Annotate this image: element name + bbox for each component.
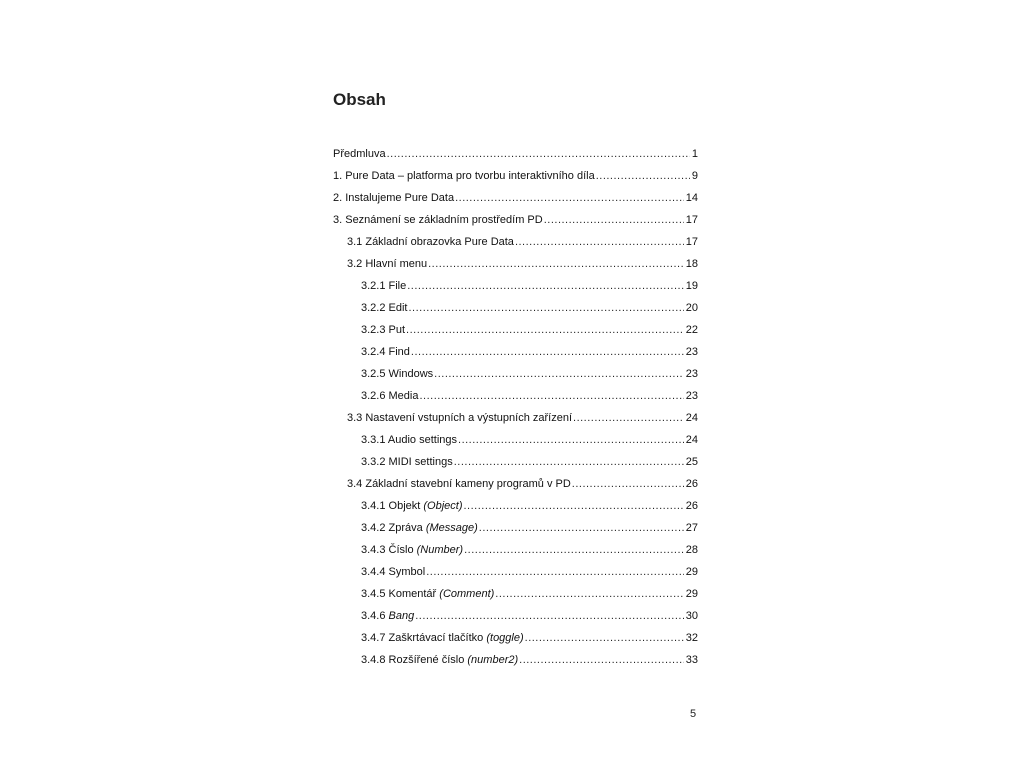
toc-entry-title-text: 3.2.6 Media bbox=[361, 390, 419, 402]
dot-leader bbox=[572, 473, 684, 495]
toc-entry-page: 1 bbox=[691, 148, 698, 160]
toc-entry-title bbox=[347, 473, 572, 495]
toc-entry-page: 24 bbox=[685, 434, 698, 446]
dot-leader bbox=[428, 253, 684, 275]
toc-entry-title-text: 3.3.2 MIDI settings bbox=[361, 456, 453, 468]
toc-entry-page: 22 bbox=[685, 324, 698, 336]
toc-entry-title bbox=[361, 539, 464, 561]
toc-entry-title-italic: (Comment) bbox=[439, 588, 495, 600]
dot-leader bbox=[464, 539, 684, 561]
toc-entry-page: 26 bbox=[685, 478, 698, 490]
dot-leader bbox=[415, 605, 684, 627]
toc-entry-page: 27 bbox=[685, 522, 698, 534]
dot-leader bbox=[596, 165, 690, 187]
dot-leader bbox=[495, 583, 683, 605]
toc-entry-title bbox=[347, 231, 515, 253]
toc-entry[interactable] bbox=[333, 517, 698, 539]
toc-entry-page: 30 bbox=[685, 610, 698, 622]
toc-entry-page: 9 bbox=[691, 170, 698, 182]
toc-entry-page: 14 bbox=[685, 192, 698, 204]
toc-entry-title bbox=[361, 451, 454, 473]
toc-entry-title-text: 3.4 Základní stavební kameny programů v PD bbox=[347, 478, 571, 490]
toc-entry-title bbox=[361, 275, 407, 297]
toc-entry-page: 17 bbox=[685, 236, 698, 248]
toc-entry-title-text: 3.4.5 Komentář bbox=[361, 588, 440, 600]
toc-entry[interactable] bbox=[333, 583, 698, 605]
toc-entry[interactable] bbox=[333, 495, 698, 517]
dot-leader bbox=[519, 649, 684, 671]
toc-entry-title-italic: (Message) bbox=[425, 522, 478, 534]
toc-entry-title-text: 3.4.1 Objekt bbox=[361, 500, 424, 512]
dot-leader bbox=[479, 517, 684, 539]
toc-entry-page: 29 bbox=[685, 588, 698, 600]
toc-entry-title bbox=[361, 429, 458, 451]
toc-entry-title bbox=[361, 385, 419, 407]
toc-entry[interactable] bbox=[333, 561, 698, 583]
toc-entry[interactable] bbox=[333, 539, 698, 561]
toc-entry-title bbox=[361, 341, 411, 363]
toc-entry[interactable] bbox=[333, 253, 698, 275]
dot-leader bbox=[406, 319, 684, 341]
toc-entry-title-text: 3.4.4 Symbol bbox=[361, 566, 426, 578]
toc-entry-title-text: 3.2.5 Windows bbox=[361, 368, 434, 380]
toc-entry-title-text: 3.2.2 Edit bbox=[361, 302, 408, 314]
dot-leader bbox=[419, 385, 683, 407]
toc-entry-title bbox=[333, 165, 596, 187]
toc-entry-title-text: 3.2 Hlavní menu bbox=[347, 258, 428, 270]
toc-entry-title bbox=[347, 407, 573, 429]
toc-entry-page: 28 bbox=[685, 544, 698, 556]
toc-entry[interactable] bbox=[333, 341, 698, 363]
toc-entry-page: 23 bbox=[685, 368, 698, 380]
toc-entry-title-italic: Bang bbox=[388, 610, 415, 622]
toc-entry[interactable] bbox=[333, 649, 698, 671]
toc-entry-page: 25 bbox=[685, 456, 698, 468]
toc-entry-title-text: 3.1 Základní obrazovka Pure Data bbox=[347, 236, 514, 248]
toc-entry-title-text: 2. Instalujeme Pure Data bbox=[333, 192, 455, 204]
toc-entry-page: 23 bbox=[685, 346, 698, 358]
toc-entry-title-italic: (number2) bbox=[467, 654, 519, 666]
toc-entry-page: 23 bbox=[685, 390, 698, 402]
toc-entry-title bbox=[361, 649, 519, 671]
toc-entry-title-text: 3.4.8 Rozšířené číslo bbox=[361, 654, 468, 666]
toc-entry-title-italic: (Object) bbox=[423, 500, 463, 512]
toc-entry-title bbox=[361, 583, 495, 605]
toc-entry-title bbox=[333, 209, 544, 231]
toc-entry[interactable] bbox=[333, 429, 698, 451]
dot-leader bbox=[515, 231, 684, 253]
toc-entry-title-text: 3.2.4 Find bbox=[361, 346, 410, 358]
dot-leader bbox=[454, 451, 684, 473]
toc-entry[interactable] bbox=[333, 363, 698, 385]
dot-leader bbox=[464, 495, 684, 517]
table-of-contents bbox=[333, 143, 698, 671]
toc-entry[interactable] bbox=[333, 451, 698, 473]
page-title: Obsah bbox=[333, 90, 386, 109]
dot-leader bbox=[458, 429, 684, 451]
toc-entry-title bbox=[361, 517, 479, 539]
page-number: 5 bbox=[690, 708, 697, 720]
toc-entry-title bbox=[361, 297, 408, 319]
dot-leader bbox=[434, 363, 684, 385]
toc-entry-title-text: 3.3.1 Audio settings bbox=[361, 434, 458, 446]
toc-entry[interactable] bbox=[333, 407, 698, 429]
toc-entry-title bbox=[361, 627, 525, 649]
toc-entry[interactable] bbox=[333, 187, 698, 209]
toc-entry-title bbox=[361, 495, 464, 517]
dot-leader bbox=[525, 627, 684, 649]
toc-entry[interactable] bbox=[333, 275, 698, 297]
toc-entry[interactable] bbox=[333, 165, 698, 187]
toc-entry-title bbox=[361, 561, 426, 583]
toc-entry-page: 26 bbox=[685, 500, 698, 512]
toc-entry[interactable] bbox=[333, 605, 698, 627]
toc-entry[interactable] bbox=[333, 627, 698, 649]
toc-entry-page: 32 bbox=[685, 632, 698, 644]
toc-entry-title bbox=[333, 187, 455, 209]
toc-entry[interactable] bbox=[333, 143, 698, 165]
toc-entry[interactable] bbox=[333, 319, 698, 341]
dot-leader bbox=[408, 297, 683, 319]
dot-leader bbox=[573, 407, 684, 429]
toc-entry-page: 29 bbox=[685, 566, 698, 578]
toc-entry[interactable] bbox=[333, 297, 698, 319]
toc-entry-title-text: 3.3 Nastavení vstupních a výstupních zařízení bbox=[347, 412, 573, 424]
toc-entry-title-text: 1. Pure Data – platforma pro tvorbu interaktivního díla bbox=[333, 170, 595, 182]
toc-entry-title bbox=[333, 143, 387, 165]
toc-entry-title-text: Předmluva bbox=[333, 148, 386, 160]
toc-entry-page: 33 bbox=[685, 654, 698, 666]
toc-entry-page: 24 bbox=[685, 412, 698, 424]
toc-entry-page: 17 bbox=[685, 214, 698, 226]
toc-entry-title-italic: (toggle) bbox=[486, 632, 524, 644]
dot-leader bbox=[411, 341, 684, 363]
toc-entry-title-text: 3.4.6 bbox=[361, 610, 389, 622]
toc-entry[interactable] bbox=[333, 385, 698, 407]
toc-entry-title-text: 3.4.7 Zaškrtávací tlačítko bbox=[361, 632, 487, 644]
dot-leader bbox=[426, 561, 684, 583]
toc-entry-title bbox=[361, 319, 406, 341]
dot-leader bbox=[407, 275, 684, 297]
toc-entry-page: 20 bbox=[685, 302, 698, 314]
toc-entry-page: 19 bbox=[685, 280, 698, 292]
toc-entry[interactable] bbox=[333, 209, 698, 231]
toc-entry-title bbox=[347, 253, 428, 275]
toc-entry[interactable] bbox=[333, 231, 698, 253]
toc-entry-title bbox=[361, 605, 415, 627]
toc-entry-title-italic: (Number) bbox=[416, 544, 464, 556]
toc-entry-title bbox=[361, 363, 434, 385]
toc-entry-page: 18 bbox=[685, 258, 698, 270]
dot-leader bbox=[455, 187, 684, 209]
toc-entry[interactable] bbox=[333, 473, 698, 495]
toc-entry-title-text: 3. Seznámení se základním prostředím PD bbox=[333, 214, 543, 226]
dot-leader bbox=[544, 209, 684, 231]
toc-entry-title-text: 3.4.2 Zpráva bbox=[361, 522, 426, 534]
toc-entry-title-text: 3.2.3 Put bbox=[361, 324, 406, 336]
toc-entry-title-text: 3.2.1 File bbox=[361, 280, 407, 292]
dot-leader bbox=[387, 143, 690, 165]
toc-entry-title-text: 3.4.3 Číslo bbox=[361, 544, 417, 556]
